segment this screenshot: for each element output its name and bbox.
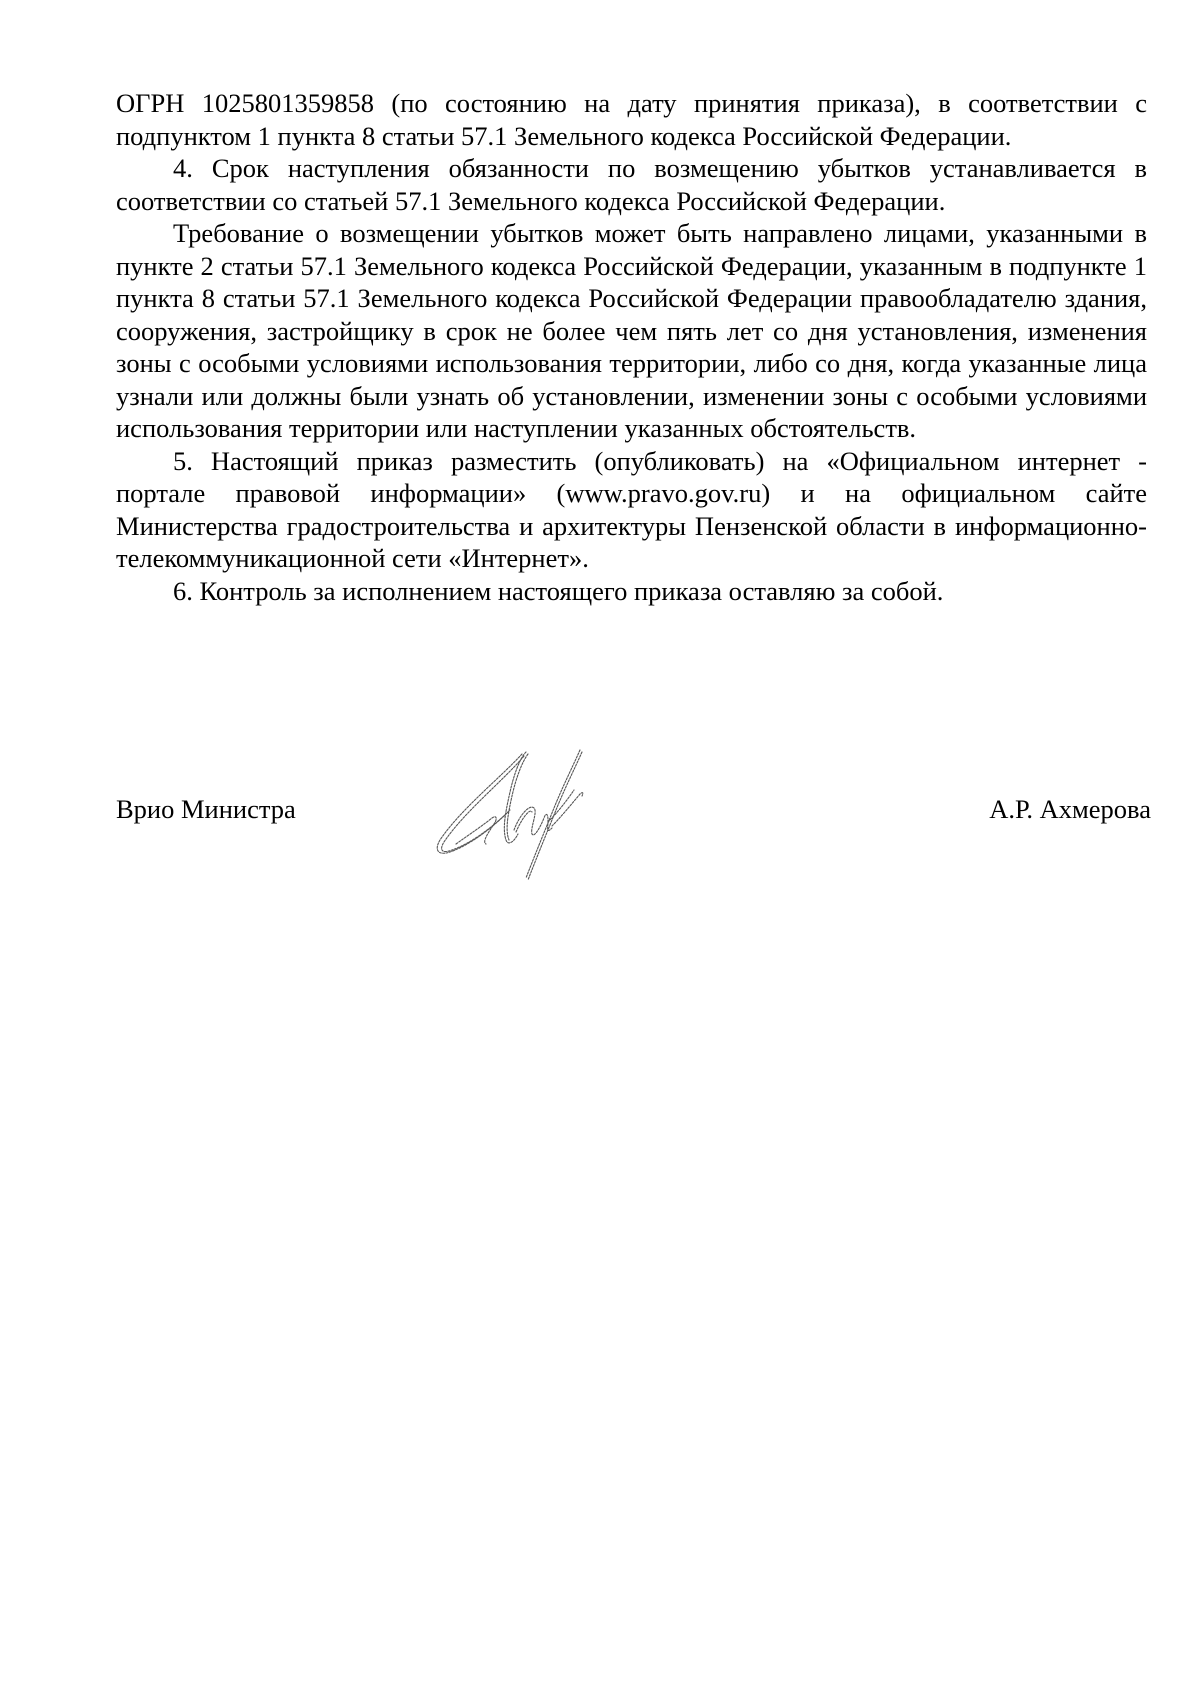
paragraph-item-4: 4. Срок наступления обязанности по возмещению убытков устанавливается в соответствии со статьей 57.1 Земельного кодекса Российской Федерации. [116, 153, 1147, 216]
handwritten-signature-icon [430, 748, 610, 882]
paragraph-compensation-claim: Требование о возмещении убытков может быть направлено лицами, указанными в пункте 2 статьи 57.1 Земельного кодекса Российской Федерации, указанным в подпункте 1 пункта 8 статьи 57.1 Земельного кодекса Российской Федерации правообладателю здания, сооружения, застройщику в срок не более чем пять лет со дня установления, изменения зоны с особыми условиями использования территории, либо со дня, когда указанные лица узнали или должны были узнать об установлении, изменении зоны с особыми условиями использования территории или наступлении указанных обстоятельств. [116, 218, 1147, 443]
paragraph-item-5: 5. Настоящий приказ разместить (опубликовать) на «Официальном интернет - портале правовой информации» (www.pravo.gov.ru) и на официальном сайте Министерства градостроительства и архитектуры Пензенской области в информационно-телекоммуникационной сети «Интернет». [116, 445, 1147, 573]
signer-position: Врио Министра [116, 794, 296, 824]
signature-block [116, 793, 1151, 833]
document-body [116, 87, 1147, 607]
signer-name: А.Р. Ахмерова [989, 794, 1151, 824]
paragraph-item-6: 6. Контроль за исполнением настоящего приказа оставляю за собой. [173, 575, 944, 606]
paragraph-ogrn: ОГРН 1025801359858 (по состоянию на дату принятия приказа), в соответствии с подпунктом 1 пункта 8 статьи 57.1 Земельного кодекса Российской Федерации. [116, 88, 1147, 151]
